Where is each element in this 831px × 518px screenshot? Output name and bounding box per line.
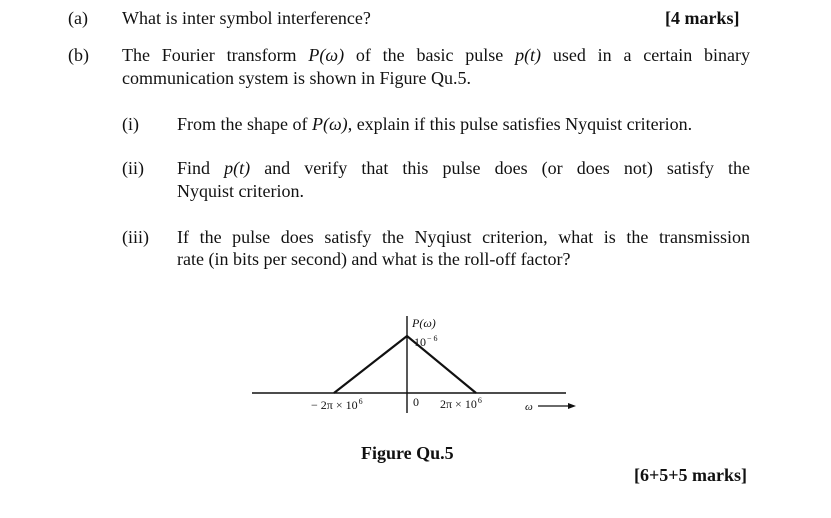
part-ii-rest: and verify that this pulse does (or does not) satisfy the [250, 158, 751, 178]
part-i-P: P(ω) [311, 114, 348, 134]
question-b-line2: communication system is shown in Figure Qu.5. [122, 68, 471, 88]
qb-line1-P: P(ω) [308, 45, 345, 65]
part-iii-line1: If the pulse does satisfy the Nyqiust criterion, what is the transmission [177, 227, 750, 247]
qb-line1-a: The Fourier transform [122, 45, 309, 65]
part-i-a: From the shape of [177, 114, 312, 134]
peak-value: $10^{- 6}$ [414, 334, 438, 349]
total-marks: [6+5+5 marks] [634, 465, 748, 485]
part-ii-find: Find [177, 158, 225, 178]
x-axis-arrow-icon [568, 403, 576, 409]
right-tick-label: $2\pi \times 10^6$ [440, 396, 482, 411]
origin-label: 0 [413, 395, 419, 409]
left-tick-label: − $2\pi \times 10^6$ [311, 397, 363, 412]
part-ii-line2: Nyquist criterion. [177, 181, 304, 201]
question-a-text: What is inter symbol interference? [122, 8, 371, 28]
question-a-label: (a) [68, 8, 88, 28]
part-i-label: (i) [122, 114, 139, 134]
part-ii-label: (ii) [122, 158, 144, 178]
question-a-marks: [4 marks] [665, 8, 740, 28]
y-axis-label: P(ω) [412, 316, 436, 330]
part-i-b: , explain if this pulse satisfies Nyquist criterion. [347, 114, 693, 134]
question-b-label: (b) [68, 45, 89, 65]
part-iii-label: (iii) [122, 227, 149, 247]
qb-line1-p: p(t) [515, 45, 542, 65]
figure-caption: Figure Qu.5 [361, 443, 454, 463]
qb-line1-b: of the basic pulse [344, 45, 516, 65]
x-axis-label: ω [525, 401, 533, 413]
part-ii-pt: p(t) [224, 158, 251, 178]
qb-line1-c: used in a certain binary [541, 45, 751, 65]
triangle-pulse [334, 336, 476, 393]
part-iii-line2: rate (in bits per second) and what is the roll-off factor? [177, 249, 571, 269]
